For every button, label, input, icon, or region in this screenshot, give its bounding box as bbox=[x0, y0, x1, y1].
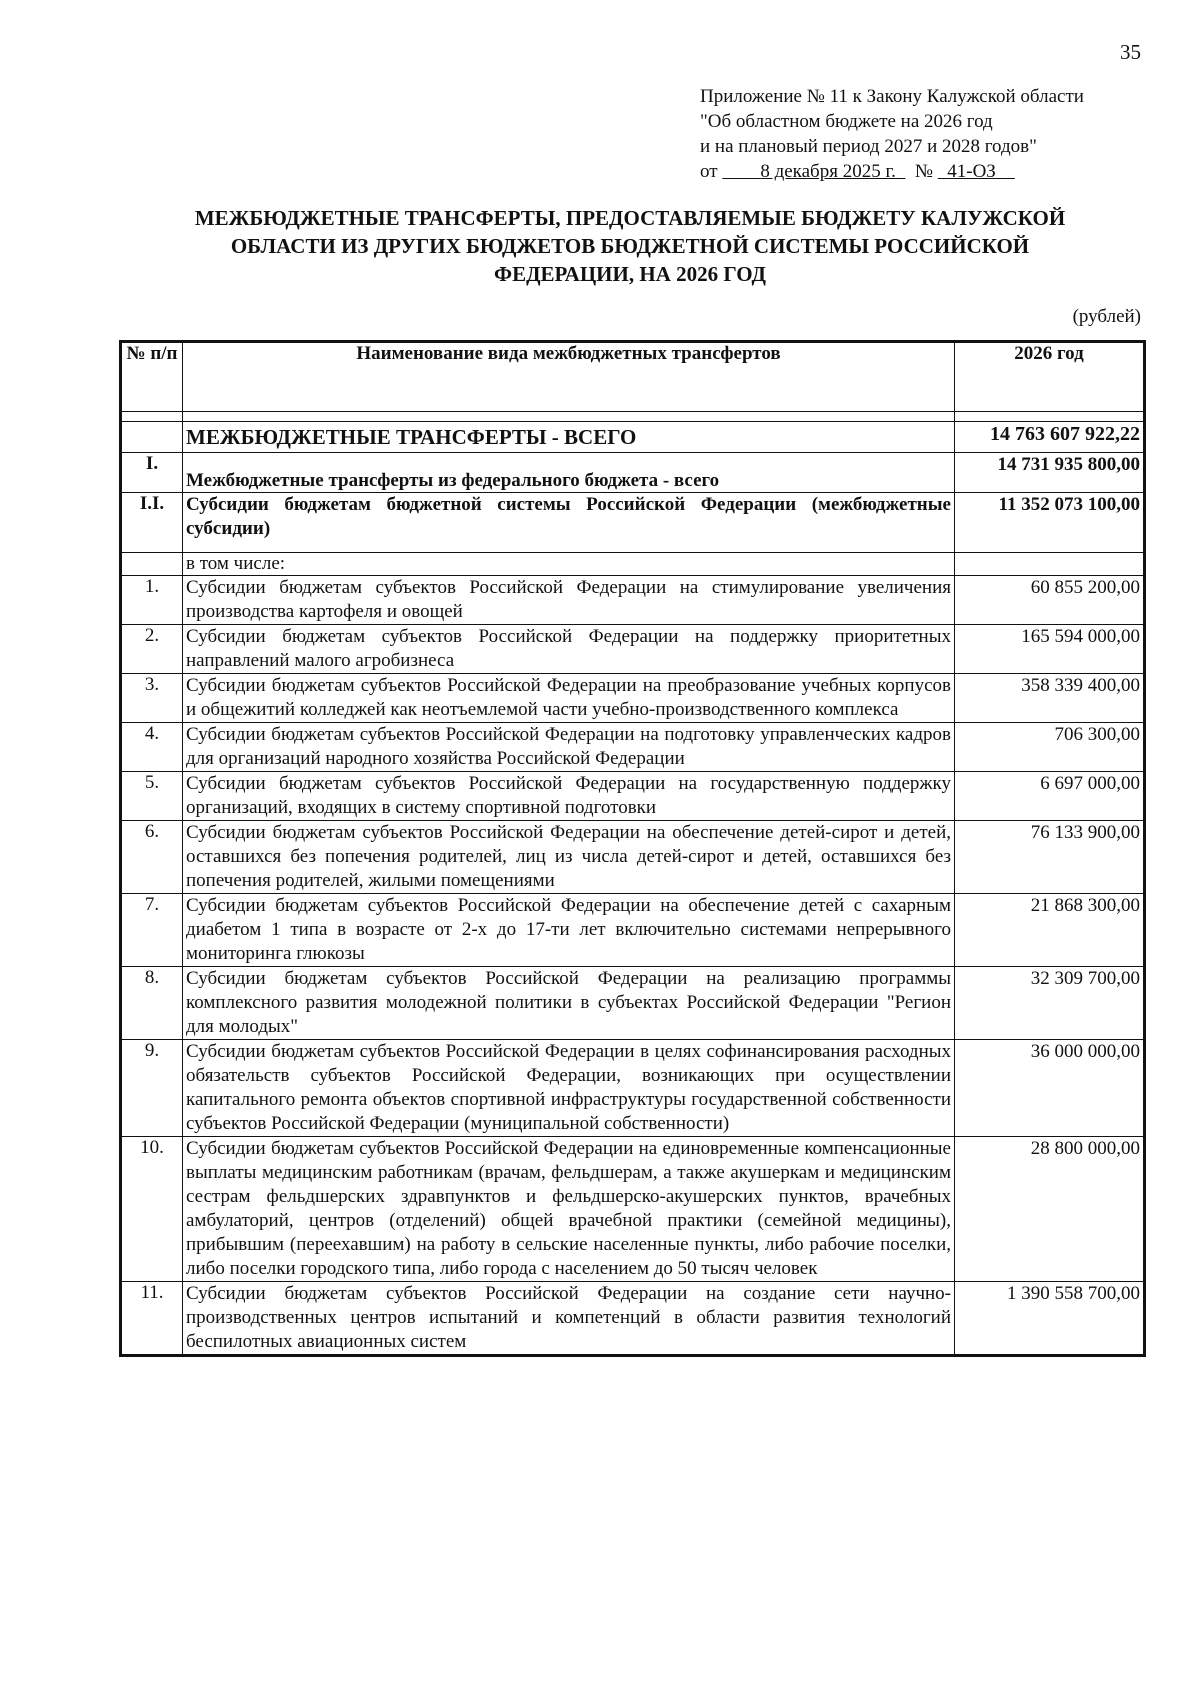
row-amount: 358 339 400,00 bbox=[955, 674, 1145, 723]
total-amount: 14 763 607 922,22 bbox=[955, 422, 1145, 453]
row-number: 1. bbox=[121, 576, 183, 625]
table-row bbox=[121, 1282, 1145, 1356]
row-amount: 6 697 000,00 bbox=[955, 772, 1145, 821]
title-line-1: МЕЖБЮДЖЕТНЫЕ ТРАНСФЕРТЫ, ПРЕДОСТАВЛЯЕМЫЕ БЮДЖЕТУ КАЛУЖСКОЙ bbox=[194, 206, 1066, 230]
spacer-row bbox=[121, 412, 1145, 422]
row-number: 6. bbox=[121, 821, 183, 894]
table-row bbox=[121, 625, 1145, 674]
row-number: 3. bbox=[121, 674, 183, 723]
header-name: Наименование вида межбюджетных трансфертов bbox=[183, 342, 955, 412]
row-amount: 32 309 700,00 bbox=[955, 967, 1145, 1040]
row-number: 7. bbox=[121, 894, 183, 967]
row-name: Субсидии бюджетам субъектов Российской Федерации на обеспечение детей с сахарным диабетом 1 типа в возрасте от 2-х до 17-ти лет включительно системами непрерывного мониторинга глюкозы bbox=[183, 894, 955, 967]
row-name: Субсидии бюджетам субъектов Российской Федерации на обеспечение детей-сирот и детей, оставшихся без попечения родителей, лиц из числа детей-сирот и детей, оставшихся без попечения родителей, жилыми помещениями bbox=[183, 821, 955, 894]
table-row bbox=[121, 674, 1145, 723]
including-label: в том числе: bbox=[183, 553, 955, 576]
title-line-2: ОБЛАСТИ ИЗ ДРУГИХ БЮДЖЕТОВ БЮДЖЕТНОЙ СИСТЕМЫ РОССИЙСКОЙ bbox=[230, 234, 1030, 258]
header-num: № п/п bbox=[121, 342, 183, 412]
row-amount: 36 000 000,00 bbox=[955, 1040, 1145, 1137]
table-row bbox=[121, 1137, 1145, 1282]
section-i-amount: 14 731 935 800,00 bbox=[955, 453, 1145, 493]
row-number: 9. bbox=[121, 1040, 183, 1137]
row-amount: 60 855 200,00 bbox=[955, 576, 1145, 625]
table-header-row bbox=[121, 342, 1145, 412]
table-row bbox=[121, 1040, 1145, 1137]
row-name: Субсидии бюджетам субъектов Российской Федерации на создание сети научно-производственных центров испытаний и компетенций в области развития технологий беспилотных авиационных систем bbox=[183, 1282, 955, 1356]
row-number: 8. bbox=[121, 967, 183, 1040]
row-name: Субсидии бюджетам субъектов Российской Федерации на поддержку приоритетных направлений малого агробизнеса bbox=[183, 625, 955, 674]
table-row bbox=[121, 576, 1145, 625]
number-label: № bbox=[914, 161, 933, 182]
total-row bbox=[121, 422, 1145, 453]
header-year: 2026 год bbox=[955, 342, 1145, 412]
section-i1-name: Субсидии бюджетам бюджетной системы Российской Федерации (межбюджетные субсидии) bbox=[183, 493, 955, 553]
appendix-header bbox=[700, 84, 1084, 184]
appendix-date-line bbox=[700, 159, 1084, 184]
law-number: 41-ОЗ bbox=[947, 161, 996, 182]
title-line-3: ФЕДЕРАЦИИ, НА 2026 ГОД bbox=[494, 262, 766, 286]
appendix-line-3: и на плановый период 2027 и 2028 годов" bbox=[700, 136, 1037, 157]
law-date: 8 декабря 2025 г. bbox=[760, 161, 896, 182]
row-number: 10. bbox=[121, 1137, 183, 1282]
total-name: МЕЖБЮДЖЕТНЫЕ ТРАНСФЕРТЫ - ВСЕГО bbox=[183, 422, 955, 453]
row-name: Субсидии бюджетам субъектов Российской Федерации на единовременные компенсационные выплаты медицинским работникам (врачам, фельдшерам, а также акушеркам и медицинским сестрам фельдшерских здравпунктов и фельдшерско-акушерских пунктов, врачебных амбулаторий, центров (отделений) общей врачебной практики (семейной медицины), прибывшим (переехавшим) на работу в сельские населенные пункты, либо рабочие поселки, либо поселки городского типа, либо города с населением до 50 тысяч человек bbox=[183, 1137, 955, 1282]
row-amount: 21 868 300,00 bbox=[955, 894, 1145, 967]
appendix-line-1: Приложение № 11 к Закону Калужской области bbox=[700, 86, 1084, 107]
row-name: Субсидии бюджетам субъектов Российской Федерации на преобразование учебных корпусов и общежитий колледжей как неотъемлемой части учебно-производственного комплекса bbox=[183, 674, 955, 723]
section-i1-row bbox=[121, 493, 1145, 553]
table-row bbox=[121, 772, 1145, 821]
row-name: Субсидии бюджетам субъектов Российской Федерации на реализацию программы комплексного развития молодежной политики в субъектах Российской Федерации "Регион для молодых" bbox=[183, 967, 955, 1040]
row-name: Субсидии бюджетам субъектов Российской Федерации на государственную поддержку организаций, входящих в систему спортивной подготовки bbox=[183, 772, 955, 821]
table-row bbox=[121, 821, 1145, 894]
row-amount: 1 390 558 700,00 bbox=[955, 1282, 1145, 1356]
currency-unit: (рублей) bbox=[1072, 306, 1141, 327]
table-row bbox=[121, 723, 1145, 772]
row-name: Субсидии бюджетам субъектов Российской Федерации в целях софинансирования расходных обязательств субъектов Российской Федерации, возникающих при осуществлении капитального ремонта объектов спортивной инфраструктуры государственной собственности субъектов Российской Федерации (муниципальной собственности) bbox=[183, 1040, 955, 1137]
row-number: 5. bbox=[121, 772, 183, 821]
section-i-num: I. bbox=[121, 453, 183, 493]
section-i1-num: I.I. bbox=[121, 493, 183, 553]
page-number: 35 bbox=[1120, 40, 1141, 64]
from-label: от bbox=[700, 161, 718, 182]
section-i1-amount: 11 352 073 100,00 bbox=[955, 493, 1145, 553]
document-title bbox=[140, 204, 1120, 288]
row-name: Субсидии бюджетам субъектов Российской Федерации на стимулирование увеличения производства картофеля и овощей bbox=[183, 576, 955, 625]
row-name: Субсидии бюджетам субъектов Российской Федерации на подготовку управленческих кадров для организаций народного хозяйства Российской Федерации bbox=[183, 723, 955, 772]
row-amount: 28 800 000,00 bbox=[955, 1137, 1145, 1282]
including-row bbox=[121, 553, 1145, 576]
row-amount: 706 300,00 bbox=[955, 723, 1145, 772]
transfers-table bbox=[119, 340, 1146, 1357]
row-amount: 165 594 000,00 bbox=[955, 625, 1145, 674]
row-amount: 76 133 900,00 bbox=[955, 821, 1145, 894]
section-i-row bbox=[121, 453, 1145, 493]
table-row bbox=[121, 894, 1145, 967]
section-i-name: Межбюджетные трансферты из федерального бюджета - всего bbox=[183, 453, 955, 493]
row-number: 2. bbox=[121, 625, 183, 674]
table-row bbox=[121, 967, 1145, 1040]
row-number: 4. bbox=[121, 723, 183, 772]
appendix-line-2: "Об областном бюджете на 2026 год bbox=[700, 111, 993, 132]
row-number: 11. bbox=[121, 1282, 183, 1356]
